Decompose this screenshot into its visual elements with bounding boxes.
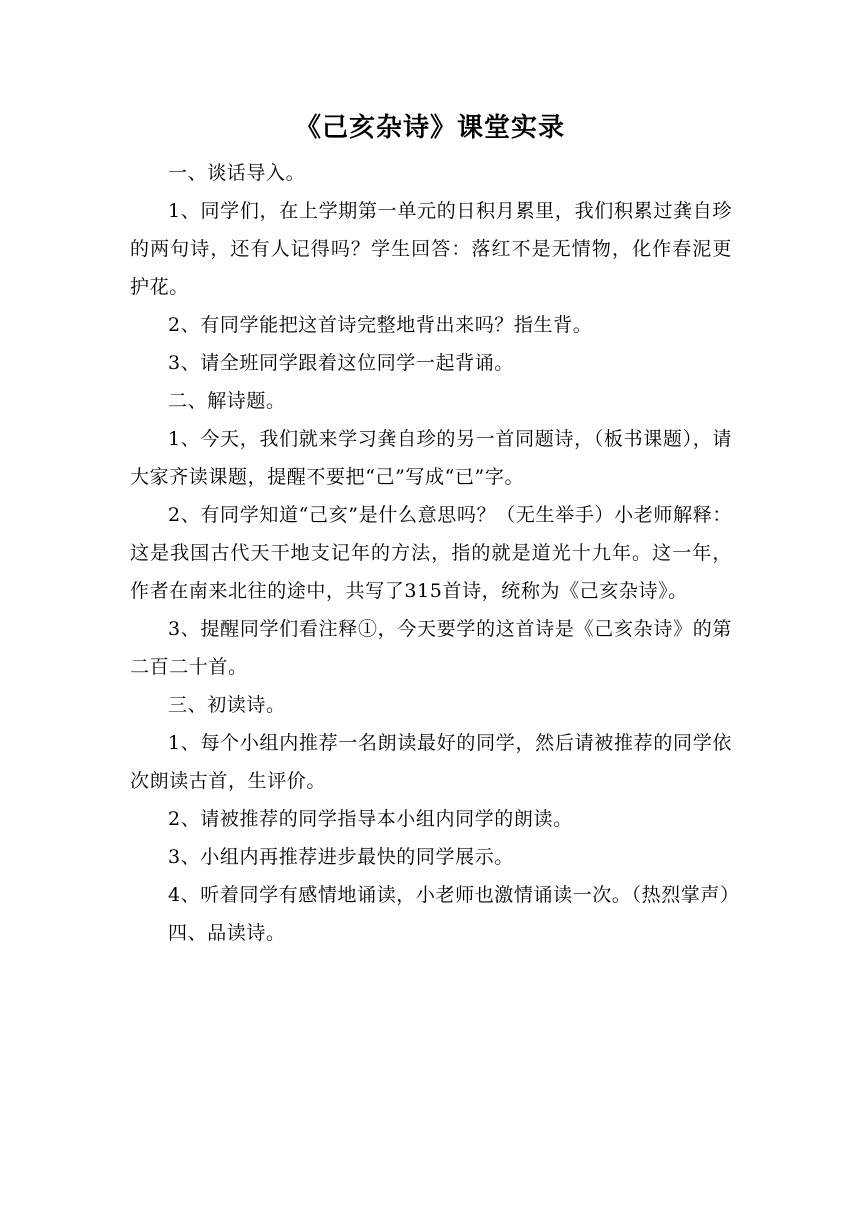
paragraph: 1、同学们，在上学期第一单元的日积月累里，我们积累过龚自珍的两句诗，还有人记得吗？学生回答：落红不是无情物，化作春泥更护花。: [130, 200, 732, 298]
paragraph: 2、有同学能把这首诗完整地背出来吗？指生背。: [168, 314, 593, 336]
paragraph: 3、请全班同学跟着这位同学一起背诵。: [168, 352, 514, 374]
document-title: 《己亥杂诗》课堂实录: [294, 113, 565, 143]
paragraph: 2、有同学知道“己亥”是什么意思吗？（无生举手）小老师解释：这是我国古代天干地支记年的方法，指的就是道光十九年。这一年，作者在南来北往的途中，共写了315首诗，统称为《己亥杂诗》。: [130, 504, 732, 602]
section-heading-first-reading: 三、初读诗。: [168, 694, 286, 716]
paragraph: 3、提醒同学们看注释①，今天要学的这首诗是《己亥杂诗》的第二百二十首。: [130, 618, 732, 678]
paragraph: 4、听着同学有感情地诵读，小老师也激情诵读一次。（热烈掌声）: [168, 884, 740, 906]
section-heading-intro: 一、谈话导入。: [168, 162, 306, 184]
section-heading-appreciation: 四、品读诗。: [168, 922, 286, 944]
paragraph: 1、每个小组内推荐一名朗读最好的同学，然后请被推荐的同学依次朗读古首，生评价。: [130, 732, 732, 792]
paragraph: 1、今天，我们就来学习龚自珍的另一首同题诗，（板书课题），请大家齐读课题，提醒不要把“己”写成“已”字。: [130, 428, 732, 488]
section-heading-title-explain: 二、解诗题。: [168, 390, 286, 412]
paragraph: 2、请被推荐的同学指导本小组内同学的朗读。: [168, 808, 573, 830]
document-body: [130, 154, 740, 952]
paragraph: 3、小组内再推荐进步最快的同学展示。: [168, 846, 514, 868]
